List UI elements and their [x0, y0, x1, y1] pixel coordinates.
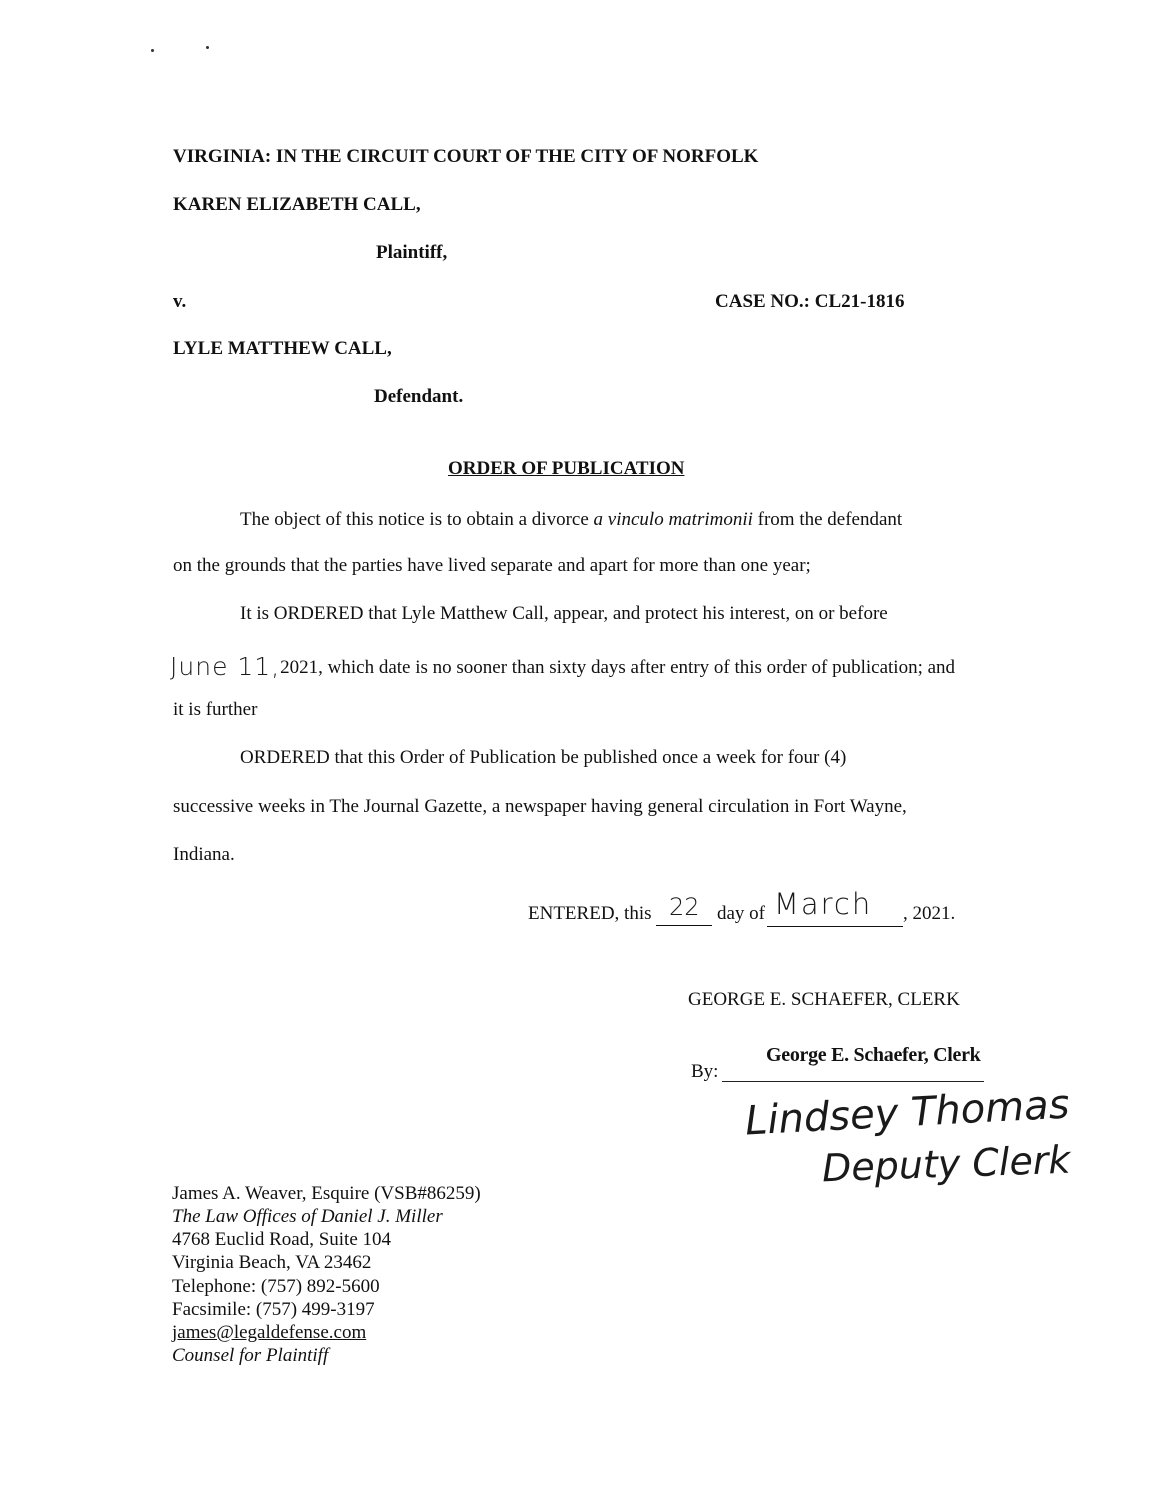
by-label: By: [691, 1061, 719, 1082]
counsel-email-link[interactable]: james@legaldefense.com [172, 1322, 367, 1343]
counsel-address-line-2: Virginia Beach, VA 23462 [172, 1252, 372, 1273]
paragraph-2-line-3: it is further [173, 699, 258, 720]
counsel-telephone: Telephone: (757) 892-5600 [172, 1276, 380, 1297]
defendant-name: LYLE MATTHEW CALL, [173, 338, 392, 359]
defendant-role: Defendant. [374, 386, 464, 407]
plaintiff-name: KAREN ELIZABETH CALL, [173, 194, 421, 215]
counsel-name: James A. Weaver, Esquire (VSB#86259) [172, 1183, 481, 1204]
paragraph-1-text-post: from the defendant [752, 509, 903, 530]
signature-line [722, 1081, 984, 1082]
clerk-title: GEORGE E. SCHAEFER, CLERK [688, 989, 960, 1010]
counsel-firm: The Law Offices of Daniel J. Miller [172, 1206, 443, 1227]
plaintiff-role: Plaintiff, [376, 242, 448, 263]
month-blank [767, 887, 903, 927]
counsel-role: Counsel for Plaintiff [172, 1345, 329, 1366]
counsel-address-line-1: 4768 Euclid Road, Suite 104 [172, 1229, 392, 1250]
paragraph-2-line-2-text: 2021, which date is no sooner than sixty days after entry of this order of publication; and [280, 657, 956, 678]
paragraph-2-line-2 [170, 650, 955, 679]
court-heading: VIRGINIA: IN THE CIRCUIT COURT OF THE CITY OF NORFOLK [173, 146, 759, 167]
case-number: CASE NO.: CL21-1816 [715, 291, 905, 312]
handwritten-signature-name: Lindsey Thomas [744, 1081, 1071, 1145]
entered-suffix: , 2021. [903, 903, 956, 924]
order-title: ORDER OF PUBLICATION [448, 458, 685, 479]
paragraph-3-line-2: successive weeks in The Journal Gazette, a newspaper having general circulation in Fort Wayne, [173, 796, 907, 817]
handwritten-day: 22 [668, 893, 700, 921]
day-blank [656, 893, 712, 926]
versus-label: v. [173, 291, 187, 312]
scan-speck [206, 46, 209, 49]
handwritten-month: March [773, 887, 873, 921]
entered-prefix: ENTERED, this [528, 903, 652, 924]
counsel-facsimile: Facsimile: (757) 499-3197 [172, 1299, 375, 1320]
paragraph-3-line-3: Indiana. [173, 844, 235, 865]
scan-speck [151, 49, 154, 52]
handwritten-appearance-date: June 11, [170, 652, 281, 681]
handwritten-signature-title: Deputy Clerk [821, 1137, 1072, 1191]
paragraph-1-line-2: on the grounds that the parties have lived separate and apart for more than one year; [173, 555, 811, 576]
paragraph-1-text-pre: The object of this notice is to obtain a divorce [240, 509, 594, 530]
paragraph-2-line-1: It is ORDERED that Lyle Matthew Call, appear, and protect his interest, on or before [240, 603, 888, 624]
latin-phrase: a vinculo matrimonii [593, 509, 753, 530]
entered-line [528, 887, 956, 927]
entered-middle: day of [717, 903, 766, 924]
clerk-signature-stamp: George E. Schaefer, Clerk [766, 1044, 981, 1066]
paragraph-3-line-1: ORDERED that this Order of Publication be published once a week for four (4) [240, 747, 847, 768]
paragraph-1-line-1 [240, 509, 902, 531]
